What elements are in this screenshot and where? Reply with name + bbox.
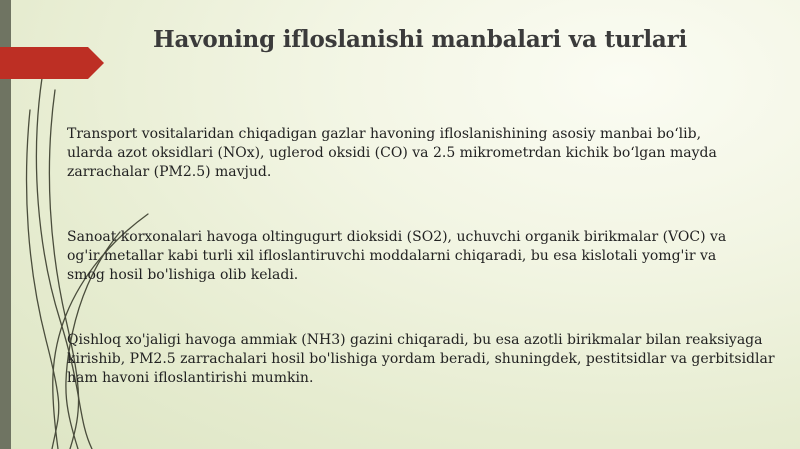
- slide-title: Havoning ifloslanishi manbalari va turlari: [152, 26, 688, 53]
- paragraph-industry: Sanoat korxonalari havoga oltingugurt dioksidi (SO2), uchuvchi organik birikmalar (VOC) va og'ir metallar kabi turli xil ifloslantiruvchi moddalarni chiqaradi, bu esa kislotali yomg'ir va smog hosil bo'lishiga olib keladi.: [67, 229, 727, 283]
- paragraph-transport: Transport vositalaridan chiqadigan gazlar havoning ifloslanishining asosiy manbai bo‘lib, ularda azot oksidlari (NOx), uglerod oksidi (CO) va 2.5 mikrometrdan kichik bo‘lgan mayda zarrachalar (PM2.5) mavjud.: [67, 126, 717, 180]
- paragraph-agriculture: Qishloq xo'jaligi havoga ammiak (NH3) gazini chiqaradi, bu esa azotli birikmalar bilan reaksiyaga kirishib, PM2.5 zarrachalari hosil bo'lishiga yordam beradi, shuningdek, pestitsidlar va gerbitsidlar ham havoni ifloslantirishi mumkin.: [67, 332, 775, 386]
- title-accent-arrow: [0, 47, 104, 79]
